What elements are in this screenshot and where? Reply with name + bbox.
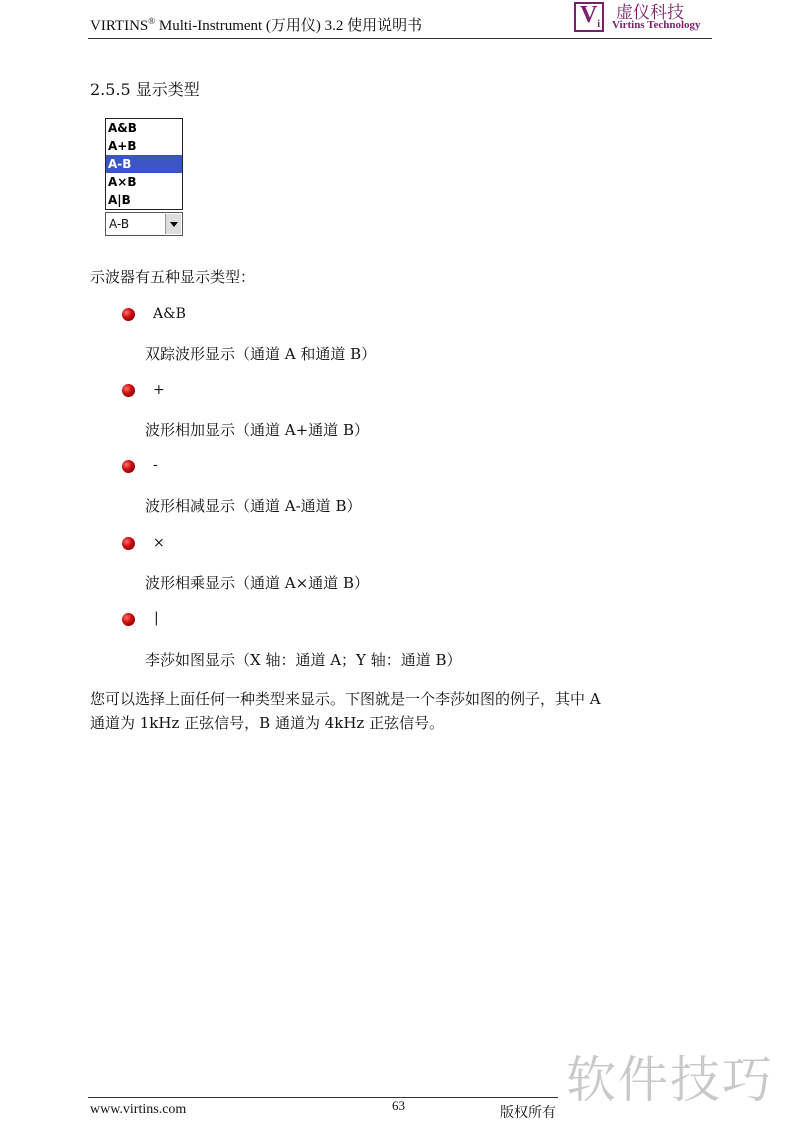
bullet-icon — [122, 384, 135, 397]
header-brand: VIRTINS — [90, 18, 149, 34]
header-product: Multi-Instrument (万用仪) 3.2 使用说明书 — [155, 18, 423, 34]
item-label: + — [153, 382, 165, 398]
header-divider — [88, 38, 712, 39]
display-option[interactable]: A&B — [108, 121, 137, 135]
display-option-selected[interactable]: A-B — [106, 155, 182, 173]
display-option[interactable]: A×B — [108, 175, 137, 189]
closing-text-line2: 通道为 1kHz 正弦信号，B 通道为 4kHz 正弦信号。 — [90, 714, 445, 732]
display-type-listbox[interactable] — [105, 118, 183, 210]
watermark: 软件技巧 — [566, 1051, 774, 1109]
bullet-icon — [122, 308, 135, 321]
page-number: 63 — [392, 1098, 405, 1113]
item-description: 波形相减显示（通道 A-通道 B） — [145, 497, 362, 515]
logo-mark-icon — [574, 2, 604, 32]
header-title — [90, 14, 422, 35]
logo-chinese-name: 虚仪科技 — [616, 3, 684, 23]
chevron-down-icon — [170, 222, 178, 227]
closing-text-line1: 您可以选择上面任何一种类型来显示。下图就是一个李莎如图的例子，其中 A — [90, 690, 601, 708]
item-description: 双踪波形显示（通道 A 和通道 B） — [145, 345, 377, 363]
display-type-combobox[interactable] — [105, 212, 183, 236]
registered-mark: ® — [148, 16, 156, 26]
item-label: A&B — [153, 306, 186, 322]
bullet-icon — [122, 613, 135, 626]
footer-copyright: 版权所有 — [500, 1105, 556, 1121]
display-option[interactable]: A+B — [108, 139, 137, 153]
logo-mark-v: V — [580, 2, 598, 28]
item-description: 波形相加显示（通道 A+通道 B） — [145, 421, 369, 439]
item-description: 李莎如图显示（X 轴：通道 A；Y 轴：通道 B） — [145, 651, 462, 669]
combo-value: A-B — [109, 217, 130, 231]
item-label: | — [154, 610, 159, 626]
footer-website: www.virtins.com — [90, 1102, 187, 1117]
virtins-logo — [572, 0, 712, 36]
footer-divider — [88, 1097, 558, 1098]
item-label: - — [153, 457, 158, 473]
logo-mark-i: i — [597, 19, 600, 30]
section-heading: 2.5.5 显示类型 — [90, 80, 200, 99]
bullet-icon — [122, 460, 135, 473]
dropdown-button[interactable] — [165, 214, 181, 234]
logo-english-name: Virtins Technology — [612, 19, 701, 31]
item-description: 波形相乘显示（通道 A×通道 B） — [145, 574, 369, 592]
display-option[interactable]: A|B — [108, 193, 131, 207]
intro-text: 示波器有五种显示类型： — [90, 268, 256, 286]
item-label: × — [153, 535, 165, 551]
bullet-icon — [122, 537, 135, 550]
